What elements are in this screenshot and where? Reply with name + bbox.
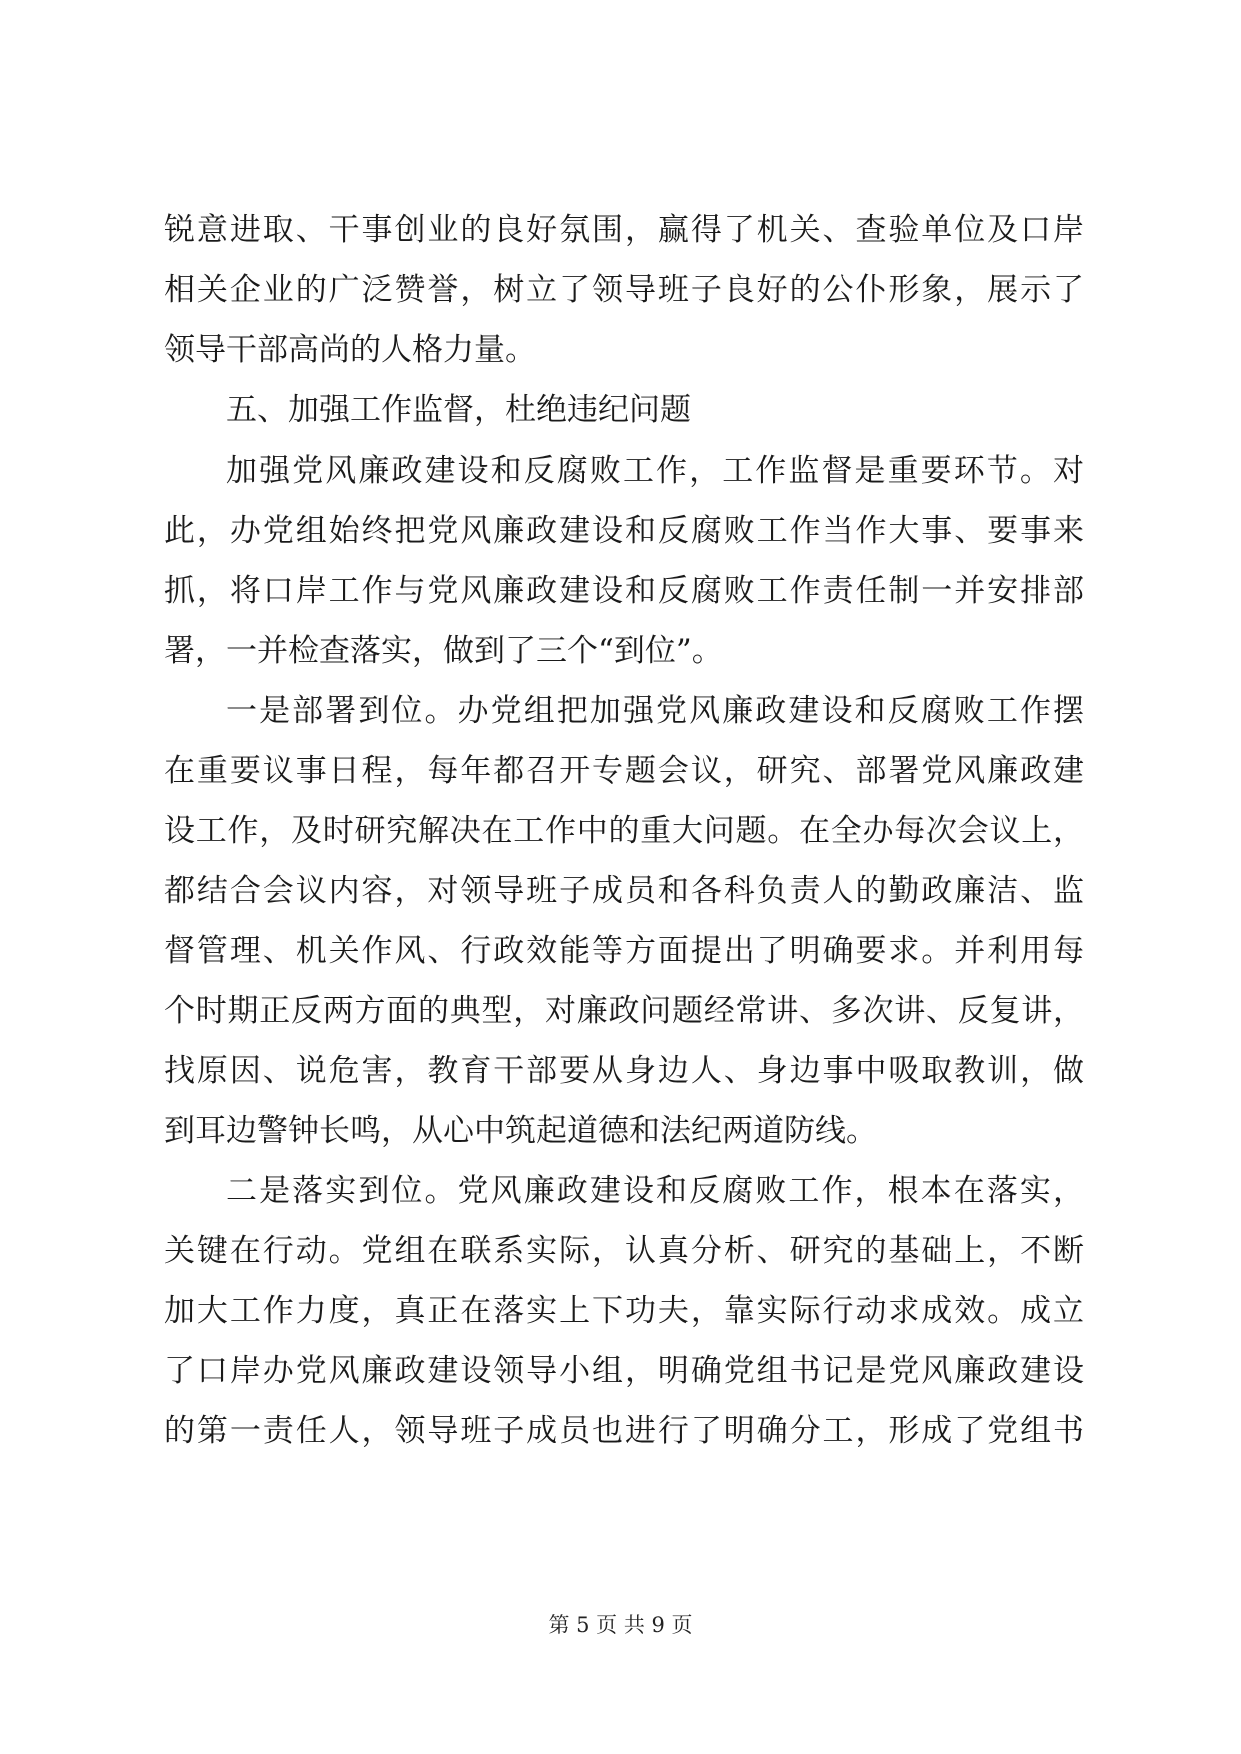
body-text-line: 加大工作力度，真正在落实上下功夫，靠实际行动求成效。成立 xyxy=(164,1293,1084,1329)
section-heading: 五、加强工作监督，杜绝违纪问题 xyxy=(226,392,691,428)
body-text-line: 相关企业的广泛赞誉，树立了领导班子良好的公仆形象，展示了 xyxy=(164,272,1084,308)
body-text-line: 加强党风廉政建设和反腐败工作，工作监督是重要环节。对 xyxy=(226,453,1084,489)
body-text-line: 找原因、说危害，教育干部要从身边人、身边事中吸取教训，做 xyxy=(164,1053,1084,1089)
body-text-line: 此，办党组始终把党风廉政建设和反腐败工作当作大事、要事来 xyxy=(164,513,1084,549)
body-text-line: 一是部署到位。办党组把加强党风廉政建设和反腐败工作摆 xyxy=(226,693,1084,729)
body-text-line: 个时期正反两方面的典型，对廉政问题经常讲、多次讲、反复讲， xyxy=(164,993,1084,1029)
body-text-line: 署，一并检查落实，做到了三个“到位”。 xyxy=(164,633,723,669)
body-text-line: 在重要议事日程，每年都召开专题会议，研究、部署党风廉政建 xyxy=(164,753,1084,789)
body-text-line: 了口岸办党风廉政建设领导小组，明确党组书记是党风廉政建设 xyxy=(164,1353,1084,1389)
body-text-line: 抓，将口岸工作与党风廉政建设和反腐败工作责任制一并安排部 xyxy=(164,573,1084,609)
body-text-line: 的第一责任人，领导班子成员也进行了明确分工，形成了党组书 xyxy=(164,1413,1084,1449)
page-number-footer: 第 5 页 共 9 页 xyxy=(548,1613,693,1637)
body-text-line: 关键在行动。党组在联系实际，认真分析、研究的基础上，不断 xyxy=(164,1233,1084,1269)
body-text-line: 到耳边警钟长鸣，从心中筑起道德和法纪两道防线。 xyxy=(164,1113,877,1149)
body-text-line: 督管理、机关作风、行政效能等方面提出了明确要求。并利用每 xyxy=(164,933,1084,969)
body-text-line: 二是落实到位。党风廉政建设和反腐败工作，根本在落实， xyxy=(226,1173,1084,1209)
body-text-line: 领导干部高尚的人格力量。 xyxy=(164,332,536,368)
body-text-line: 都结合会议内容，对领导班子成员和各科负责人的勤政廉洁、监 xyxy=(164,873,1084,909)
body-text-line: 设工作，及时研究解决在工作中的重大问题。在全办每次会议上， xyxy=(164,813,1084,849)
body-text-line: 锐意进取、干事创业的良好氛围，赢得了机关、查验单位及口岸 xyxy=(164,212,1084,248)
